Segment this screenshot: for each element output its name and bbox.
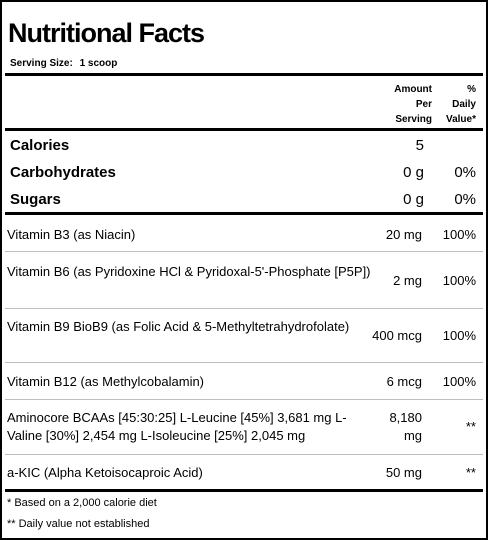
nutrient-name: Aminocore BCAAs [45:30:25] L-Leucine [45%] 3,681 mg L-Valine [30%] 2,454 mg L-Isoleucine [25%] 2,045 mg [7, 410, 347, 443]
nutrient-amount: 20 mg [385, 227, 422, 242]
macro-name: Carbohydrates [10, 164, 116, 181]
divider-thick [5, 212, 483, 215]
nutrient-daily-value: 100% [442, 273, 476, 288]
nutrient-daily-value: ** [465, 465, 476, 480]
nutrient-name: Vitamin B9 BioB9 (as Folic Acid & 5-Methyltetrahydrofolate) [7, 319, 350, 334]
macro-daily-value: 0% [454, 191, 476, 208]
amount-per-serving-header: Amount Per Serving [394, 84, 432, 125]
footnote-daily-value: ** Daily value not established [7, 518, 150, 530]
nutrient-daily-value: ** [465, 419, 476, 434]
nutrient-amount: 8,180 mg [389, 410, 422, 443]
nutrient-amount: 6 mcg [386, 374, 422, 389]
label-title: Nutritional Facts [8, 18, 205, 48]
serving-size [10, 58, 117, 69]
macro-daily-value: 0% [454, 164, 476, 181]
serving-size-value: 1 scoop [79, 58, 118, 69]
macro-name: Sugars [10, 191, 61, 208]
nutrient-amount: 400 mcg [372, 328, 422, 343]
nutrient-name: Vitamin B6 (as Pyridoxine HCl & Pyridoxal-5'-Phosphate [P5P]) [7, 264, 371, 279]
macro-row-sugars [10, 191, 476, 211]
macro-amount: 5 [415, 137, 424, 154]
macro-row-carbohydrates [10, 164, 476, 184]
divider-thick [5, 128, 483, 131]
divider-thin [5, 454, 483, 455]
nutrient-amount: 2 mg [393, 273, 422, 288]
nutrient-daily-value: 100% [442, 328, 476, 343]
nutrient-daily-value: 100% [442, 227, 476, 242]
daily-value-header: % Daily Value* [445, 84, 476, 125]
divider-thick [5, 73, 483, 76]
macro-row-calories [10, 137, 476, 157]
nutrient-name: a-KIC (Alpha Ketoisocaproic Acid) [7, 465, 203, 480]
macro-amount: 0 g [403, 164, 424, 181]
macro-amount: 0 g [403, 191, 424, 208]
footnote-calorie-diet: * Based on a 2,000 calorie diet [7, 497, 157, 509]
divider-thin [5, 308, 483, 309]
nutrient-name: Vitamin B12 (as Methylcobalamin) [7, 374, 205, 389]
serving-size-label: Serving Size: [10, 58, 73, 69]
divider-thin [5, 362, 483, 363]
nutrient-name: Vitamin B3 (as Niacin) [7, 227, 136, 242]
divider-thin [5, 251, 483, 252]
macro-name: Calories [10, 137, 70, 154]
nutrient-amount: 50 mg [385, 465, 422, 480]
divider-thin [5, 399, 483, 400]
divider-thick [5, 489, 483, 492]
nutrient-daily-value: 100% [442, 374, 476, 389]
